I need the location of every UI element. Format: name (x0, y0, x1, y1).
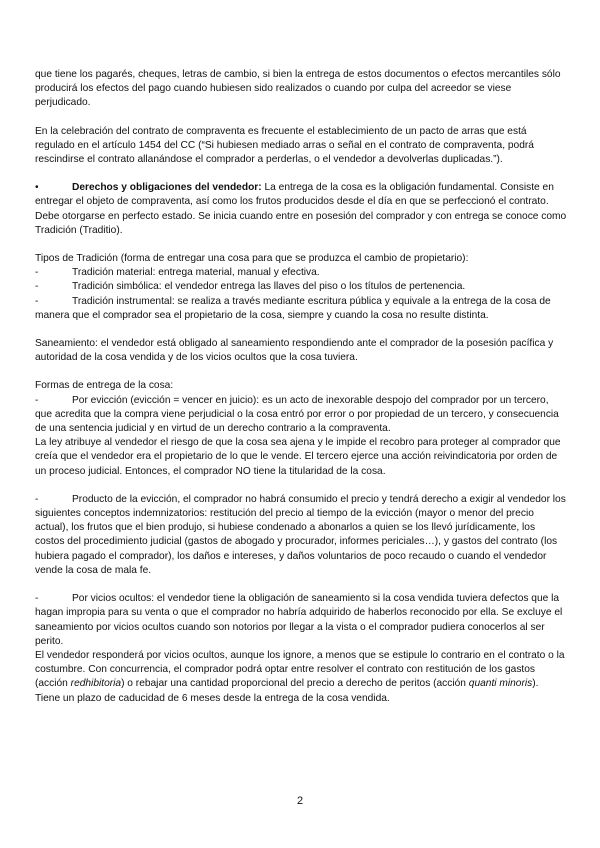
dash-icon: - (35, 267, 39, 279)
paragraph-pagos: que tiene los pagarés, cheques, letras de cambio, si bien la entrega de estos documentos o efectos mercantiles sólo producirá los efectos del pago cuando hubiesen sido realizados o cuando por culpa del acreedor se viese perjudicado. (35, 69, 561, 109)
paragraph-formas-entrega-intro: Formas de entrega de la cosa: (35, 380, 174, 392)
dash-icon: - (35, 295, 39, 307)
list-item: - Producto de la evicción, el comprador no habrá consumido el precio y tendrá derecho a exigir al vendedor los siguientes conceptos indemnizatorios: restitución del precio al tiempo de la evicción (mayor o menor del precio actual), los frutos que el bien produjo, si hubiese condenado a abonarlos a quien se los llevó jurídicamente, los costos del procedimiento judicial (gastos de abogado y procurador, informes periciales…), y gastos del contrato (los hubiera pagado el comprador), los daños e intereses, y daños voluntarios de poco recaudo o cuando el vendedor vende la cosa de mala fe. (35, 493, 566, 576)
paragraph-eviccion-cont: La ley atribuye al vendedor el riesgo de que la cosa sea ajena y le impide el recobro para proteger al comprador que creía que el vendedor era el propietario de lo que le vende. El tercero ejerce una acción reivindicatoria por orden de un proceso judicial. Entonces, el comprador NO tiene la titularidad de la cosa. (35, 437, 561, 477)
list-item: - Tradición simbólica: el vendedor entrega las llaves del piso o los títulos de pertenencia. (35, 280, 567, 294)
paragraph-vicios-cont: El vendedor responderá por vicios ocultos, aunque los ignore, a menos que se estipule lo contrario en el contrato o la costumbre. Con concurrencia, el comprador podrá optar entre resolver el contrato con restitución de los gastos (acción redhibitoria) o rebajar una cantidad proporcional del precio a derecho de peritos (acción quanti minoris). (35, 649, 565, 690)
term-quanti-minoris: quanti minoris (468, 678, 533, 690)
dash-icon: - (35, 281, 39, 293)
paragraph-saneamiento: Saneamiento: el vendedor está obligado al saneamiento respondiendo ante el comprador de la posesión pacífica y autoridad de la cosa vendida y de los vicios ocultos que la cosa tuviera. (35, 338, 554, 364)
paragraph-text: La entrega de la cosa es la obligación fundamental. Consiste en entregar el objeto de compraventa, así como los frutos producidos desde el día en que se perfeccionó el contrato. Debe otorgarse en perfecto estado. Se inicia cuando entre en posesión del comprador y con entrega se conoce como Tradición (Traditio). (35, 182, 567, 236)
list-item: - Por vicios ocultos: el vendedor tiene la obligación de saneamiento si la cosa vendida tuviera defectos que la hagan impropia para su venta o que el comprador no habría adquirido de haberlos reconocido por ella. Se excluye el saneamiento por vicios ocultos cuando son notorios por llegar a la vista o el comprador pudiera conocerlos al ser perito. (35, 593, 563, 647)
paragraph-tipos-tradicion-intro: Tipos de Tradición (forma de entregar una cosa para que se produzca el cambio de propietario): (35, 253, 469, 265)
paragraph-arras: En la celebración del contrato de compraventa es frecuente el establecimiento de un pacto de arras que está regulado en el artículo 1454 del CC (“Si hubiesen mediado arras o señal en el contrato de compraventa, podrá rescindirse el contrato allanándose el comprador a perderlas, o el vendedor a devolverlas duplicadas.”). (35, 125, 534, 166)
page-number: 2 (296, 795, 304, 807)
list-item: - Tradición instrumental: se realiza a través mediante escritura pública y equivale a la entrega de la cosa de manera que el comprador sea el propietario de la cosa, siempre y cuando la cosa no resulte distinta. (35, 295, 551, 321)
list-item: - Tradición material: entrega material, manual y efectiva. (35, 266, 567, 280)
bullet-icon: • (35, 182, 39, 194)
term-redhibitoria: redhibitoria (70, 678, 122, 690)
dash-icon: - (35, 593, 39, 605)
dash-icon: - (35, 394, 39, 406)
list-item: - Por evicción (evicción = vencer en juicio): es un acto de inexorable despojo del comprador por un tercero, que acredita que la compra viene perjudicial o la cosa entró por error o por propiedad de un tercero, y consecuencia de una sentencia judicial y en virtud de un derecho contrario a la compraventa. (35, 394, 559, 435)
paragraph-obligaciones-vendedor (35, 181, 567, 238)
paragraph-caducidad: Tiene un plazo de caducidad de 6 meses desde la entrega de la cosa vendida. (35, 692, 390, 704)
section-heading: Derechos y obligaciones del vendedor: (72, 182, 262, 194)
page-body (35, 68, 567, 706)
dash-icon: - (35, 493, 39, 505)
